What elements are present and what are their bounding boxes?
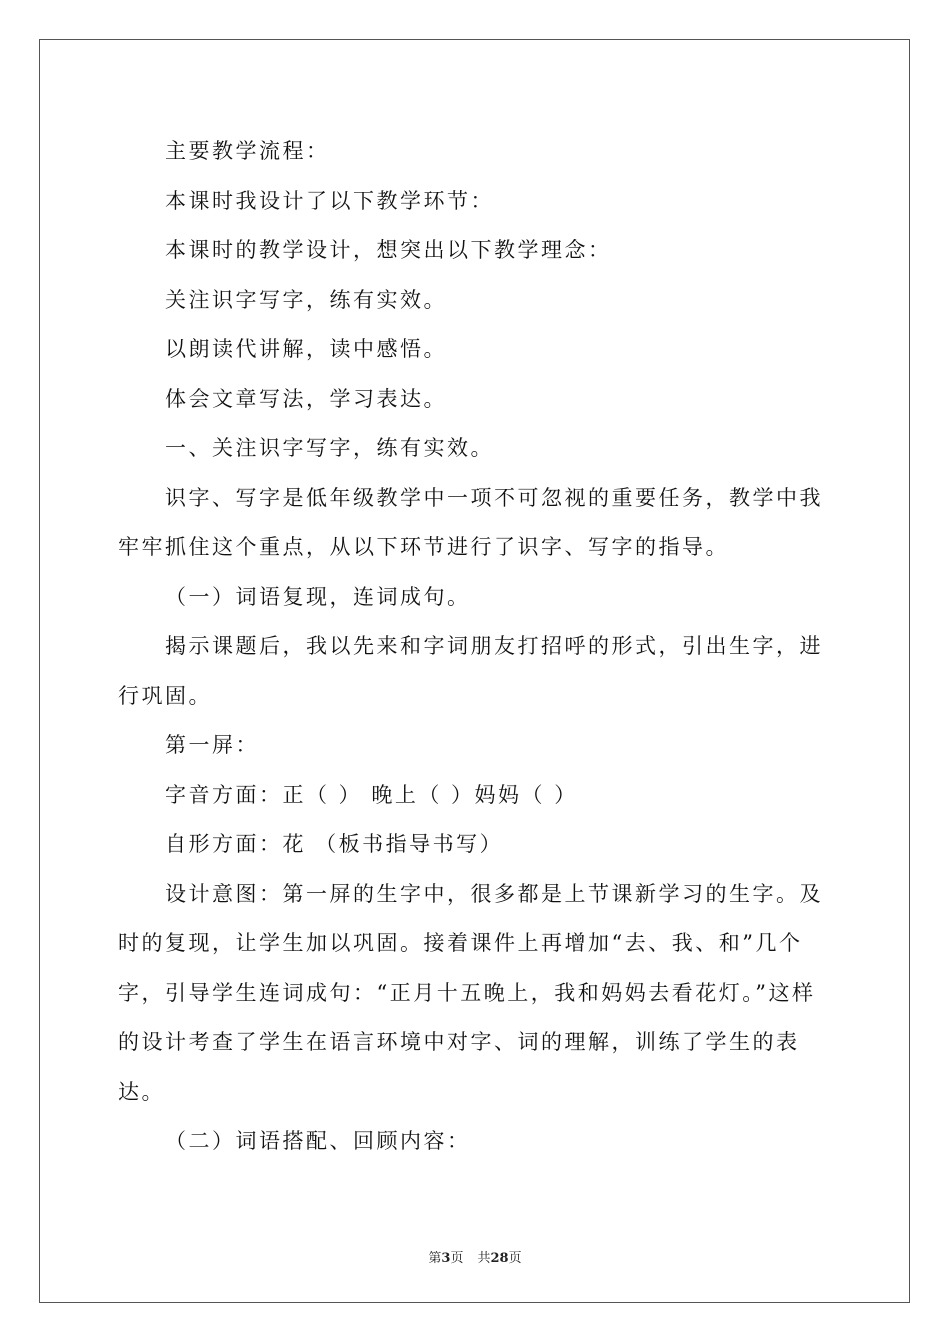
paragraph: 以朗读代讲解，读中感悟。: [165, 337, 447, 361]
page-number: 3: [441, 1251, 451, 1266]
paragraph: 自形方面：花 （板书指导书写）: [165, 832, 504, 856]
total-suffix: 页: [508, 1251, 522, 1266]
paragraph: 设计意图：第一屏的生字中，很多都是上节课新学习的生字。及时的复现，让学生加以巩固。接着课件上再增加“去、我、和”几个字，引导学生连词成句：“正月十五晚上，我和妈妈去看花灯。”这样的设计考查了学生在语言环境中对字、词的理解，训练了学生的表达。: [118, 881, 823, 1104]
paragraph: 揭示课题后，我以先来和字词朋友打招呼的形式，引出生字，进行巩固。: [118, 634, 823, 708]
document-body: [118, 127, 838, 1167]
subsection-heading: （一）词语复现，连词成句。: [165, 584, 471, 609]
subsection-heading: （二）词语搭配、回顾内容：: [165, 1129, 471, 1153]
paragraph: 字音方面：正（ ） 晚上（ ）妈妈（ ）: [165, 782, 578, 807]
total-pages: 28: [490, 1251, 509, 1266]
page-suffix: 页: [450, 1251, 464, 1266]
page-footer: [0, 1247, 950, 1266]
paragraph: 识字、写字是低年级教学中一项不可忽视的重要任务，教学中我牢牢抓住这个重点，从以下环节进行了识字、写字的指导。: [118, 485, 823, 559]
total-prefix: 共: [477, 1251, 491, 1266]
section-heading: 一、关注识字写字，练有实效。: [165, 436, 494, 460]
page-prefix: 第: [428, 1251, 442, 1266]
paragraph: 第一屏：: [165, 733, 259, 757]
paragraph: 体会文章写法，学习表达。: [165, 386, 447, 411]
paragraph: 关注识字写字，练有实效。: [165, 287, 447, 312]
paragraph: 本课时的教学设计，想突出以下教学理念：: [165, 238, 612, 262]
paragraph: 本课时我设计了以下教学环节：: [165, 188, 494, 213]
paragraph: 主要教学流程：: [165, 139, 330, 163]
